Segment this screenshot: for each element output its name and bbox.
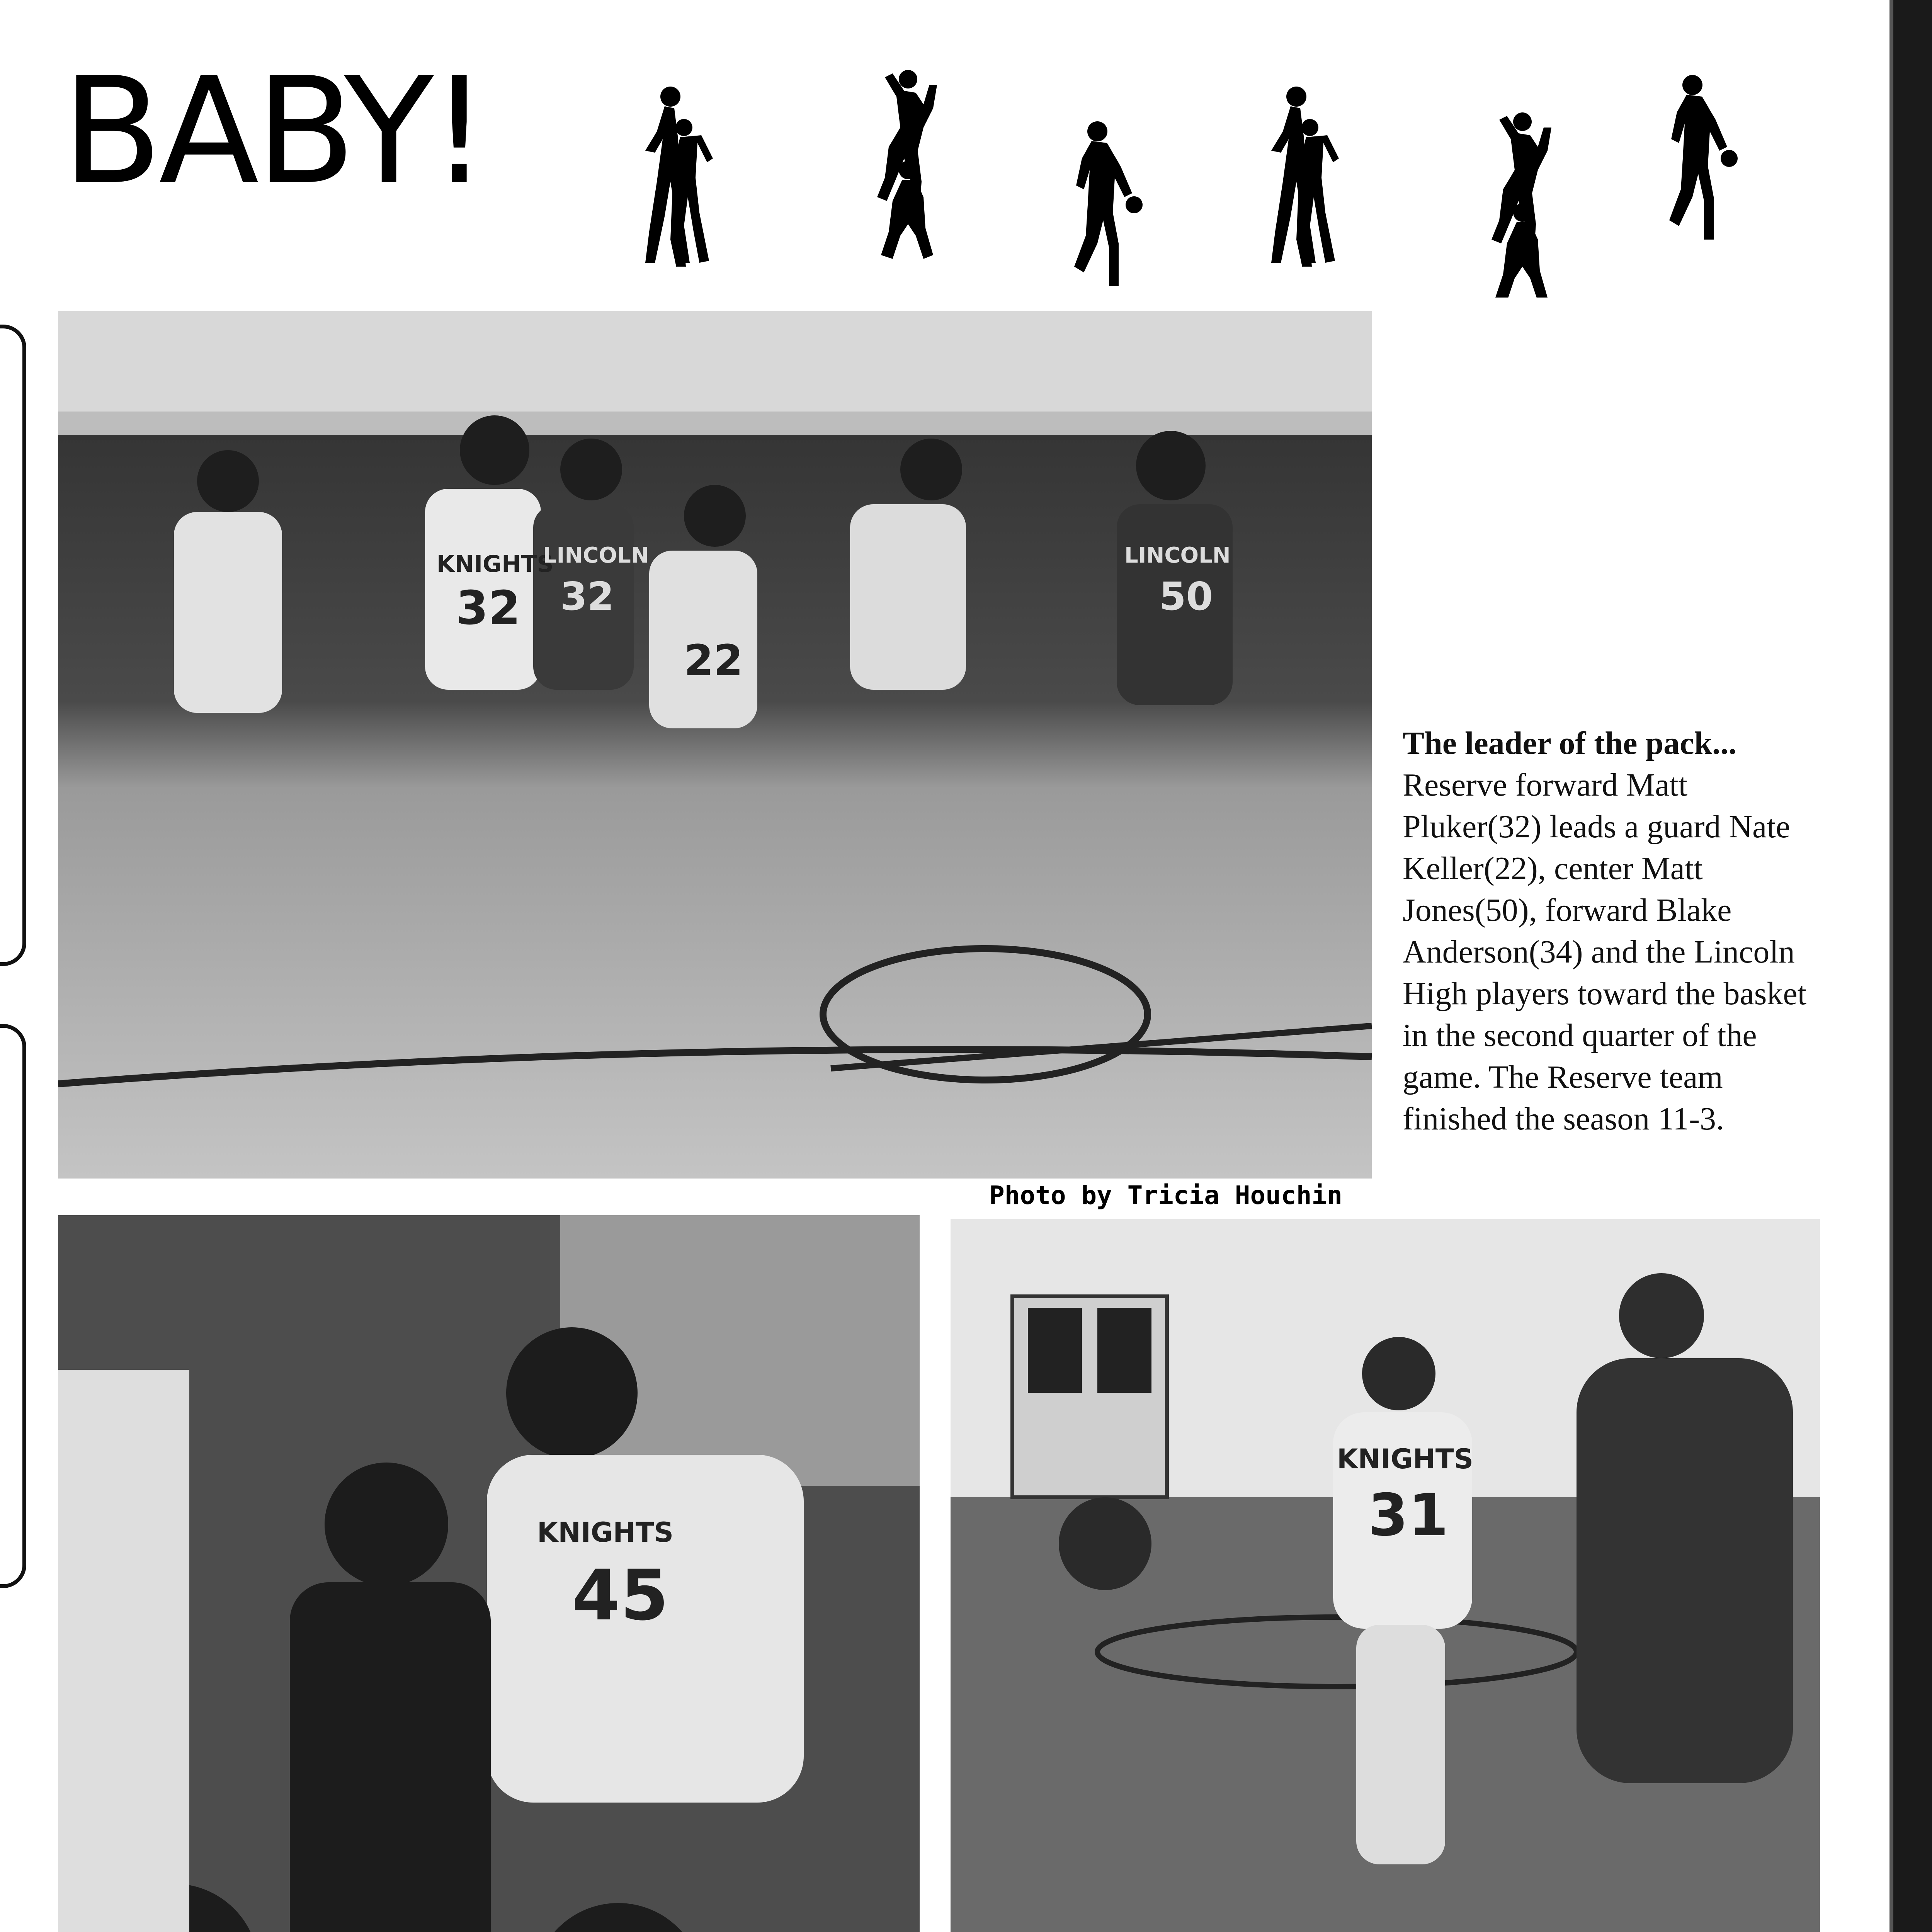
silhouette-banner [634, 70, 1777, 298]
jersey-number: 32 [456, 582, 520, 635]
jump-ball-silhouette-icon [645, 87, 713, 267]
caption-top [1403, 723, 1828, 1140]
dribbler-silhouette-icon [1669, 75, 1738, 240]
rebound-silhouette-icon [877, 70, 937, 259]
dribbler-silhouette-icon [1074, 121, 1143, 286]
bottom-right-photo [951, 1219, 1820, 1932]
caption-body: Reserve forward Matt Pluker(32) leads a guard Nate Keller(22), center Matt Jones(50), forward Blake Anderson(34) and the Lincoln High players toward the basket in the second quarter of the game. The Reserve team finished the season 11-3. [1403, 767, 1807, 1137]
jersey-number: 50 [1159, 574, 1213, 619]
jersey-number: 45 [572, 1555, 669, 1636]
jersey-text: LINCOLN [543, 543, 649, 568]
jump-ball-silhouette-icon [1271, 87, 1339, 267]
page-edge [1893, 0, 1932, 1932]
page-title: BABY! [62, 46, 485, 217]
bottom-left-photo [58, 1215, 920, 1932]
caption-lead: The leader of the pack... [1403, 725, 1737, 761]
jersey-number: 32 [560, 574, 614, 619]
top-photo [58, 311, 1372, 1179]
jersey-text: KNIGHTS [437, 551, 554, 578]
facing-page-bracket [0, 325, 26, 966]
jersey-text: KNIGHTS [537, 1517, 674, 1548]
facing-page-bracket [0, 1024, 26, 1588]
jersey-number: 31 [1368, 1482, 1449, 1549]
rebound-silhouette-icon [1492, 112, 1551, 298]
jersey-number: 22 [684, 636, 743, 685]
jersey-text: KNIGHTS [1337, 1443, 1474, 1475]
jersey-text: LINCOLN [1124, 543, 1231, 568]
photo-credit: Photo by Tricia Houchin [989, 1180, 1342, 1210]
